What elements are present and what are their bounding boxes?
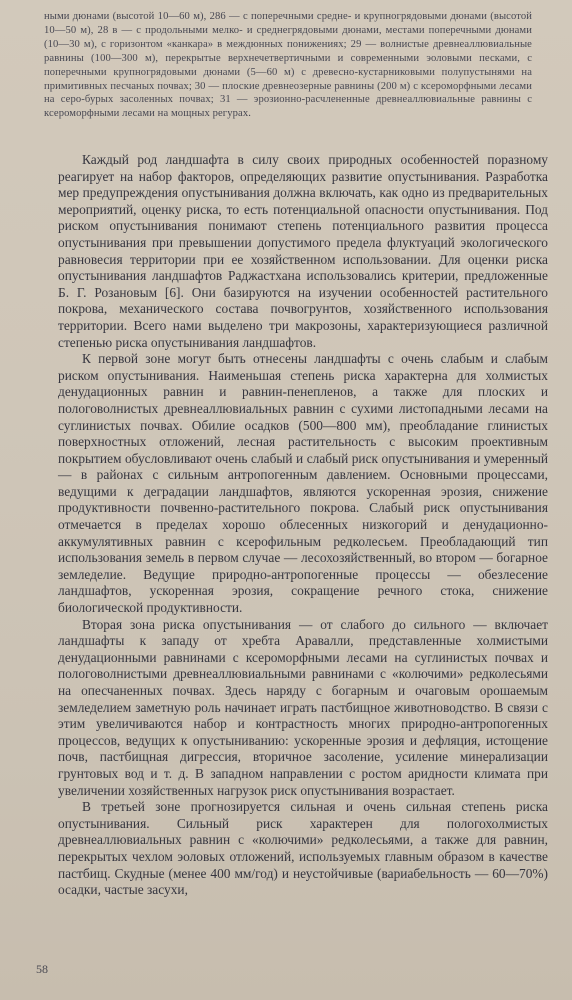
figure-caption bbox=[44, 10, 532, 121]
paragraph-second-zone: Вторая зона риска опустынивания — от слабого до сильного — включает ландшафты к западу от хребта Аравалли, представленные холмистыми денудационными равнинами с ксероморфными лесами на суглинистых почвах и пологоволнистыми древнеаллювиальными равнинами с «колючими» редколесьями на опесчаненных почвах. Здесь наряду с богарным и очаговым орошаемым земледелием заметную роль начинает играть пастбищное животноводство. В связи с этим увеличиваются набор и контрастность многих природно-антропогенных процессов, ведущих к опустыниванию: ускоренные эрозия и дефляция, истощение почв, пастбищная дигрессия, вторичное засоление, усиление минерализации грунтовых вод и т. д. В западном направлении с ростом аридности климата при увеличении хозяйственных нагрузок риск опустынивания возрастает. bbox=[58, 616, 548, 798]
main-text bbox=[58, 152, 548, 899]
paragraph-third-zone: В третьей зоне прогнозируется сильная и очень сильная степень риска опустынивания. Сильный риск характерен для пологохолмистых древнеаллювиальных равнин с «колючими» редколесьями, а также для равнин, перекрытых чехлом эоловых отложений, используемых главным образом в качестве пастбищ. Скудные (менее 400 мм/год) и неустойчивые (вариабельность — 60—70%) осадки, частые засухи, bbox=[58, 799, 548, 898]
page-number: 58 bbox=[36, 962, 48, 976]
caption-text: ными дюнами (высотой 10—60 м), 286 — с поперечными средне- и крупногрядовыми дюнами (высотой 10—50 м), 28 в — с продольными мелко- и среднегрядовыми дюнами, местами поперечными дюнами (10—30 м), с горизонтом «канкара» в междюнных понижениях; 29 — волнистые древнеаллювиальные равнины (100—300 м), перекрытые верхнечетвертичными и современными эоловыми песками, с поперечными крупногрядовыми дюнами (5—60 м) с древесно-кустарниковыми полупустынями на примитивных песчаных почвах; 30 — плоские древнеозерные равнины (200 м) с ксероморфными лесами на серо-бурых засоленных почвах; 31 — эрозионно-расчлененные древнеаллювиальные равнины с ксероморфными лесами на мощных регурах. bbox=[44, 11, 532, 120]
paragraph-first-zone: К первой зоне могут быть отнесены ландшафты с очень слабым и слабым риском опустынивания. Наименьшая степень риска характерна для холмистых денудационных равнин и равнин-пенепленов, а также для плоских и пологоволнистых древнеаллювиальных равнин с сухими листопадными лесами на суглинистых почвах. Обилие осадков (500—800 мм), преобладание глинистых поверхностных отложений, лесная растительность с высоким проективным покрытием обусловливают очень слабый и слабый риск опустынивания и умеренный — в районах с сильным антропогенным давлением. Основными процессами, ведущими к деградации ландшафтов, являются ускоренная эрозия, снижение продуктивности почвенно-растительного покрова. Слабый риск опустынивания отмечается в пределах хорошо облесенных низкогорий и денудационно-аккумулятивных равнин с ксерофильным редколесьем. Преобладающий тип использования земель в первом случае — лесохозяйственный, во втором — богарное земледелие. Ведущие природно-антропогенные процессы — обезлесение ландшафтов, ускоренная эрозия, сокращение речного стока, снижение биологической продуктивности. bbox=[58, 351, 548, 616]
paragraph-risk-assessment: Каждый род ландшафта в силу своих природных особенностей поразному реагирует на набор факторов, определяющих развитие опустынивания. Разработка мер предупреждения опустынивания должна включать, как одно из предварительных мероприятий, оценку риска, то есть потенциальной опасности опустынивания. Под риском опустынивания понимают степень потенциального развития процесса опустынивания при превышении допустимого предела флуктуаций экологического равновесия территории при ее хозяйственном использовании. Для оценки риска опустынивания ландшафтов Раджастхана использовались критерии, предложенные Б. Г. Розановым [6]. Они базируются на изучении особенностей растительного покрова, механического состава почвогрунтов, хозяйственного использования территории. Всего нами выделено три макрозоны, характеризующиеся различной степенью риска опустынивания ландшафтов. bbox=[58, 152, 548, 350]
